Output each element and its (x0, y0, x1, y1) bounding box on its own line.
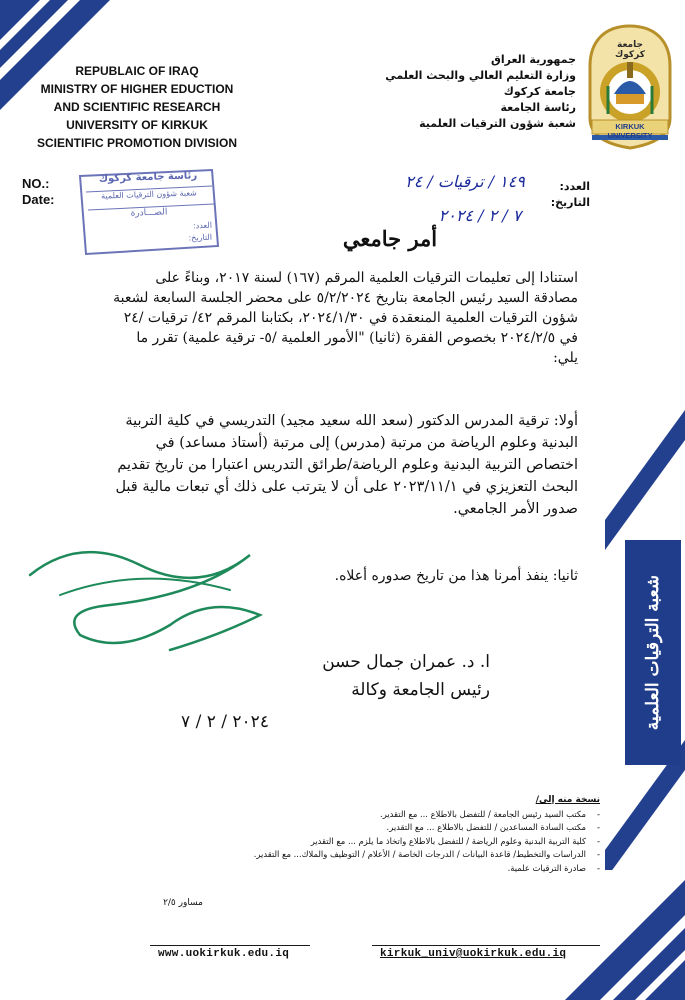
university-name-en: UNIVERSITY OF KIRKUK (66, 118, 208, 132)
website-link[interactable]: www.uokirkuk.edu.iq (158, 948, 290, 960)
signatory-name: ا. د. عمران جمال حسن (322, 652, 490, 672)
copy-recipient: - الدراسات والتخطيط/ قاعدة البيانات / الدرجات الخاصة / الأعلام / التوظيف والملاك... مع التقدير. (150, 848, 586, 862)
logo-banner-text: KIRKUK UNIVERSITY (607, 122, 653, 140)
logo-arabic-text: جامعة كركوك (615, 40, 645, 60)
outgoing-stamp (66, 166, 226, 258)
copy-recipient: - مكتب السيد رئيس الجامعة / للتفضل بالاطلاع ... مع التقدير. (150, 808, 586, 822)
ministry-name-en-2: AND SCIENTIFIC RESEARCH (53, 100, 221, 114)
copy-recipient: - صادرة الترقيات علمية. (150, 862, 586, 876)
side-banner-text: شعبة الترقيات العلمية (643, 574, 663, 731)
signature-date: ٢٠٢٤ / ٢ / ٧ (181, 712, 269, 732)
signature-scribble (20, 535, 280, 665)
stamp-number-label: العدد: (192, 220, 213, 231)
stamp-university: رئاسة جامعة كركوك (98, 170, 198, 185)
copy-recipient: - مكتب السادة المساعدين / للتفضل بالاطلاع ... مع التقدير. (150, 821, 586, 835)
footer-line-left (150, 945, 310, 946)
stamp-division: شعبة شؤون الترقيات العلمية (101, 188, 197, 201)
copies-to-list (150, 794, 600, 875)
number-label-ar: العدد: (559, 180, 590, 193)
copy-recipient: - كلية التربية البدنية وعلوم الرياضة / للتفضل بالاطلاع واتخاذ ما يلزم ... مع التقدير (150, 835, 586, 849)
country-name-en: REPUBLAIC OF IRAQ (75, 64, 199, 78)
university-logo (586, 22, 674, 150)
typist-note: مساور ٢/٥ (163, 898, 203, 908)
arabic-letterhead (380, 52, 576, 132)
footer-line-right (372, 945, 600, 946)
email-link[interactable]: kirkuk_univ@uokirkuk.edu.iq (380, 948, 567, 960)
division-name-en: SCIENTIFIC PROMOTION DIVISION (36, 136, 237, 150)
ministry-name-ar: وزارة التعليم العالي والبحث العلمي (385, 69, 576, 82)
ministry-name-en-1: MINISTRY OF HIGHER EDUCTION (40, 82, 234, 96)
stamp-outgoing: الصـــادرة (130, 207, 168, 219)
copies-heading: نسخة منه إلى/ (535, 795, 600, 805)
country-name-ar: جمهورية العراق (491, 53, 576, 66)
document-date-handwritten: ٧ / ٢ / ٢٠٢٤ (438, 206, 522, 225)
stamp-date-label: التاريخ: (188, 232, 213, 243)
division-name-ar: شعبة شؤون الترقيات العلمية (419, 117, 576, 130)
presidency-name-ar: رئاسة الجامعة (500, 101, 576, 114)
date-label-en: Date: (22, 192, 55, 207)
corner-stripes-bottom-right (545, 880, 685, 1000)
preamble-paragraph: استنادا إلى تعليمات الترقيات العلمية المرقم (١٦٧) لسنة ٢٠١٧، وبناءً على مصادقة السيد رئيس الجامعة بتاريخ ٥/٢/٢٠٢٤ على محضر الجلسة السابعة لشعبة شؤون الترقيات العلمية المنعقدة في ٢٠٢٤/١/٣٠، بكتابنا المرقم ٤٢/ ترقيات /٢٤ في ٢٠٢٤/٢/٥ بخصوص الفقرة (ثانيا) "الأمور العلمية /٥- ترقية علمية) تقرر ما يلي: (113, 270, 578, 366)
signatory-role: رئيس الجامعة وكالة (351, 680, 490, 700)
first-decision-paragraph: أولا: ترقية المدرس الدكتور (سعد الله سعيد مجيد) التدريسي في كلية التربية البدنية وعلوم الرياضة من مرتبة (مدرس) إلى مرتبة (أستاذ مساعد) في اختصاص التربية البدنية وعلوم الرياضة/طرائق التدريس اعتبارا من تاريخ تقديم البحث التعزيزي في ٢٠٢٣/١١/١ على أن لا يترتب على ذلك أي تبعات مالية قبل صدور الأمر الجامعي. (115, 413, 578, 517)
second-decision-paragraph: ثانيا: ينفذ أمرنا هذا من تاريخ صدوره أعلاه. (334, 568, 578, 584)
document-number-handwritten: ١٤٩ / ترقيات / ٢٤ (405, 172, 525, 191)
date-label-ar: التاريخ: (550, 196, 590, 209)
document-title: أمر جامعي (342, 226, 438, 251)
english-letterhead (18, 62, 256, 152)
university-name-ar: جامعة كركوك (503, 85, 576, 98)
side-banner (625, 540, 681, 765)
number-label-en: NO.: (22, 176, 50, 191)
